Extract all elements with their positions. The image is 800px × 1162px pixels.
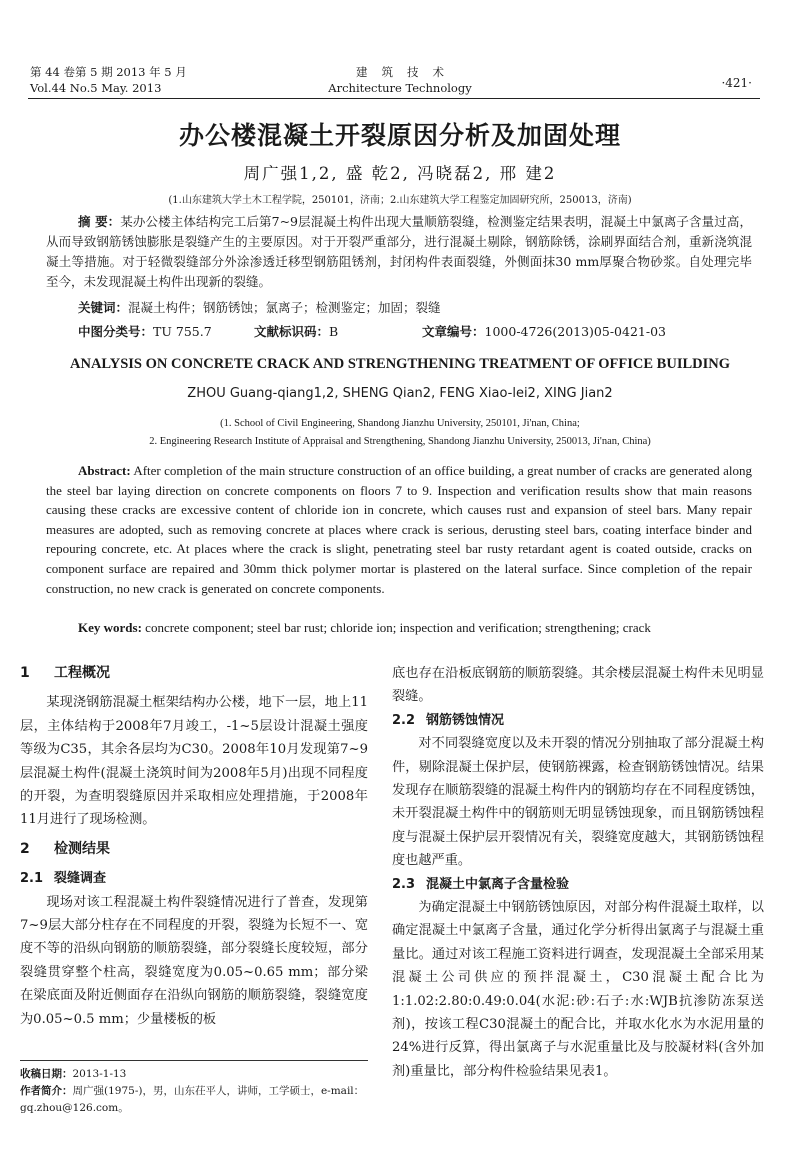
affiliation-cn: (1.山东建筑大学土木工程学院，250101，济南；2.山东建筑大学工程鉴定加固研究所，250013，济南)	[168, 195, 632, 206]
author-bio-label: 作者简介：	[20, 1085, 73, 1097]
section-1-heading	[20, 662, 368, 685]
section-1-paragraph: 某现浇钢筋混凝土框架结构办公楼，地下一层，地上11层，主体结构于2008年7月竣工，-1~5层设计混凝土强度等级为C35，其余各层均为C30。2008年10月发现第7~9层混凝土构件(混凝土浇筑时间为2008年5月)出现不同程度的开裂，为查明裂缝原因并采取相应处理措施，于2008年11月进行了现场检测。	[20, 695, 368, 828]
section-2-1-paragraph-continued: 底也存在沿板底钢筋的顺筋裂缝。其余楼层混凝土构件未见明显裂缝。	[392, 666, 764, 705]
section-2-3-paragraph: 为确定混凝土中钢筋锈蚀原因，对部分构件混凝土取样，以确定混凝土中氯离子含量，通过化学分析得出氯离子与混凝土重量比。通过对该工程施工资料进行调查，发现混凝土全部采用某混凝土公司供应的预拌混凝土，C30混凝土配合比为1:1.02:2.80:0.49:0.04(水泥:砂:石子:水:WJB抗渗防冻泵送剂)，按该工程C30混凝土的配合比，并取水化水为水泥用量的24%进行反算，得出氯离子与水泥重量比及与胶凝材料(含外加剂)重量比，部分构件检验结果见表1。	[392, 900, 764, 1079]
issue-en: Vol.44 No.5 May. 2013	[30, 81, 162, 95]
keywords-en	[46, 618, 752, 638]
abstract-en-label: Abstract:	[78, 463, 131, 478]
section-2-1-title: 裂缝调查	[54, 871, 107, 887]
section-2-2-title: 钢筋锈蚀情况	[426, 712, 505, 728]
article-number	[422, 322, 666, 340]
page-number: ·421·	[721, 76, 752, 90]
footnote-received	[20, 1066, 368, 1083]
section-2-3-title: 混凝土中氯离子含量检验	[426, 876, 570, 892]
document-code-label: 文献标识码：	[254, 324, 330, 339]
document-code	[254, 322, 338, 340]
section-1-title: 工程概况	[54, 665, 110, 681]
section-1-number: 1	[20, 665, 30, 681]
keywords-en-text: concrete component; steel bar rust; chloride ion; inspection and verification; strengthening; crack	[141, 620, 651, 635]
section-2-1-heading	[20, 867, 368, 890]
author-bio-value: 周广强(1975-)，男，山东茌平人，讲师，工学硕士，e-mail：gq.zhou@126.com。	[20, 1085, 365, 1114]
footnote-author-bio	[20, 1083, 368, 1117]
abstract-cn-label: 摘 要：	[78, 214, 121, 229]
affiliation-en-1: (1. School of Civil Engineering, Shandong Jianzhu University, 250101, Ji'nan, China;	[220, 418, 580, 429]
section-2-3-heading	[392, 873, 764, 896]
authors-en: ZHOU Guang-qiang1,2, SHENG Qian2, FENG Xiao-lei2, XING Jian2	[187, 386, 613, 401]
section-2-2-number: 2.2	[392, 712, 416, 728]
section-2-3-number: 2.3	[392, 876, 416, 892]
running-header-journal	[300, 64, 500, 96]
article-number-label: 文章编号：	[422, 324, 485, 339]
body-column-right	[392, 662, 764, 1083]
abstract-cn-text: 某办公楼主体结构完工后第7~9层混凝土构件出现大量顺筋裂缝，检测鉴定结果表明，混凝土中氯离子含量过高，从而导致钢筋锈蚀膨胀是裂缝产生的主要原因。对于开裂严重部分，进行混凝土剔除，钢筋除锈，涂刷界面结合剂，重新浇筑混凝土等措施。对于轻微裂缝部分外涂渗透迁移型钢筋阻锈剂，封闭构件表面裂缝，外侧面抹30 mm厚聚合物砂浆。自处理完毕至今，未发现混凝土构件出现新的裂缝。	[46, 214, 752, 289]
abstract-en-text: After completion of the main structure construction of an office building, a great number of cracks are generated along the steel bar laying direction on concrete components on floors 7 to 9. Inspection and verification results show that main reasons causing these cracks are excessive content of chloride ion in concrete, which causes rust and expansion of steel bars. Many repair measures are adopted, such as removing concrete at places where crack is serious, derusting steel bars, coating interface binder and repouring concrete, etc. At places where the crack is slight, penetrating steel bar rusty retardant agent is coated outside, cracks on component surface are repaired and 30mm thick polymer mortar is plastered on the lateral surface. Since completion of the repair construction, no new crack is generated on concrete components.	[46, 463, 752, 596]
keywords-en-label: Key words:	[78, 620, 142, 635]
issue-cn: 第 44 卷第 5 期 2013 年 5 月	[30, 65, 187, 79]
clc-label: 中图分类号：	[78, 324, 154, 339]
journal-name-en: Architecture Technology	[328, 81, 472, 95]
affiliation-en-2: 2. Engineering Research Institute of Appraisal and Strengthening, Shandong Jianzhu University, 250013, Ji'nan, China)	[149, 436, 651, 447]
paper-title-cn: 办公楼混凝土开裂原因分析及加固处理	[178, 121, 621, 150]
paper-title-en: ANALYSIS ON CONCRETE CRACK AND STRENGTHENING TREATMENT OF OFFICE BUILDING	[70, 356, 730, 372]
footnote-divider	[20, 1060, 368, 1061]
received-label: 收稿日期：	[20, 1068, 73, 1080]
abstract-en	[46, 461, 752, 598]
section-2-heading	[20, 838, 368, 861]
clc-value: TU 755.7	[153, 324, 212, 339]
article-number-value: 1000-4726(2013)05-0421-03	[484, 324, 666, 339]
running-header-issue	[30, 64, 187, 96]
keywords-cn-label: 关键词：	[78, 300, 129, 315]
section-2-2-heading	[392, 709, 764, 732]
header-divider	[28, 98, 760, 99]
authors-cn: 周广强1,2, 盛 乾2, 冯晓磊2, 邢 建2	[243, 164, 557, 183]
section-2-1-number: 2.1	[20, 871, 44, 887]
clc-code	[78, 322, 212, 340]
keywords-cn-text: 混凝土构件；钢筋锈蚀；氯离子；检测鉴定；加固；裂缝	[128, 300, 441, 315]
section-2-1-paragraph: 现场对该工程混凝土构件裂缝情况进行了普查，发现第7~9层大部分柱存在不同程度的开裂，裂缝为长短不一、宽度不等的沿纵向钢筋的顺筋裂缝，部分裂缝长度较短，部分裂缝贯穿整个柱高，裂缝宽度为0.05~0.65 mm；部分梁在梁底面及附近侧面存在沿纵向钢筋的顺筋裂缝，裂缝宽度为0.05~0.5 mm；少量楼板的板	[20, 894, 368, 1027]
section-2-2-paragraph: 对不同裂缝宽度以及未开裂的情况分别抽取了部分混凝土构件，剔除混凝土保护层，使钢筋裸露，检查钢筋锈蚀情况。结果发现存在顺筋裂缝的混凝土构件内的钢筋均存在不同程度锈蚀，未开裂混凝土构件中的钢筋则无明显锈蚀现象，而且钢筋锈蚀程度与混凝土保护层开裂情况有关，裂缝宽度越大，其钢筋锈蚀程度也越严重。	[392, 736, 764, 869]
abstract-cn	[46, 212, 752, 292]
document-code-value: B	[329, 324, 339, 339]
received-value: 2013-1-13	[72, 1068, 127, 1080]
journal-name-cn: 建筑技术	[356, 65, 458, 79]
section-2-title: 检测结果	[54, 840, 110, 857]
keywords-cn	[78, 298, 441, 316]
body-column-left	[20, 662, 368, 1031]
section-2-number: 2	[20, 840, 30, 857]
